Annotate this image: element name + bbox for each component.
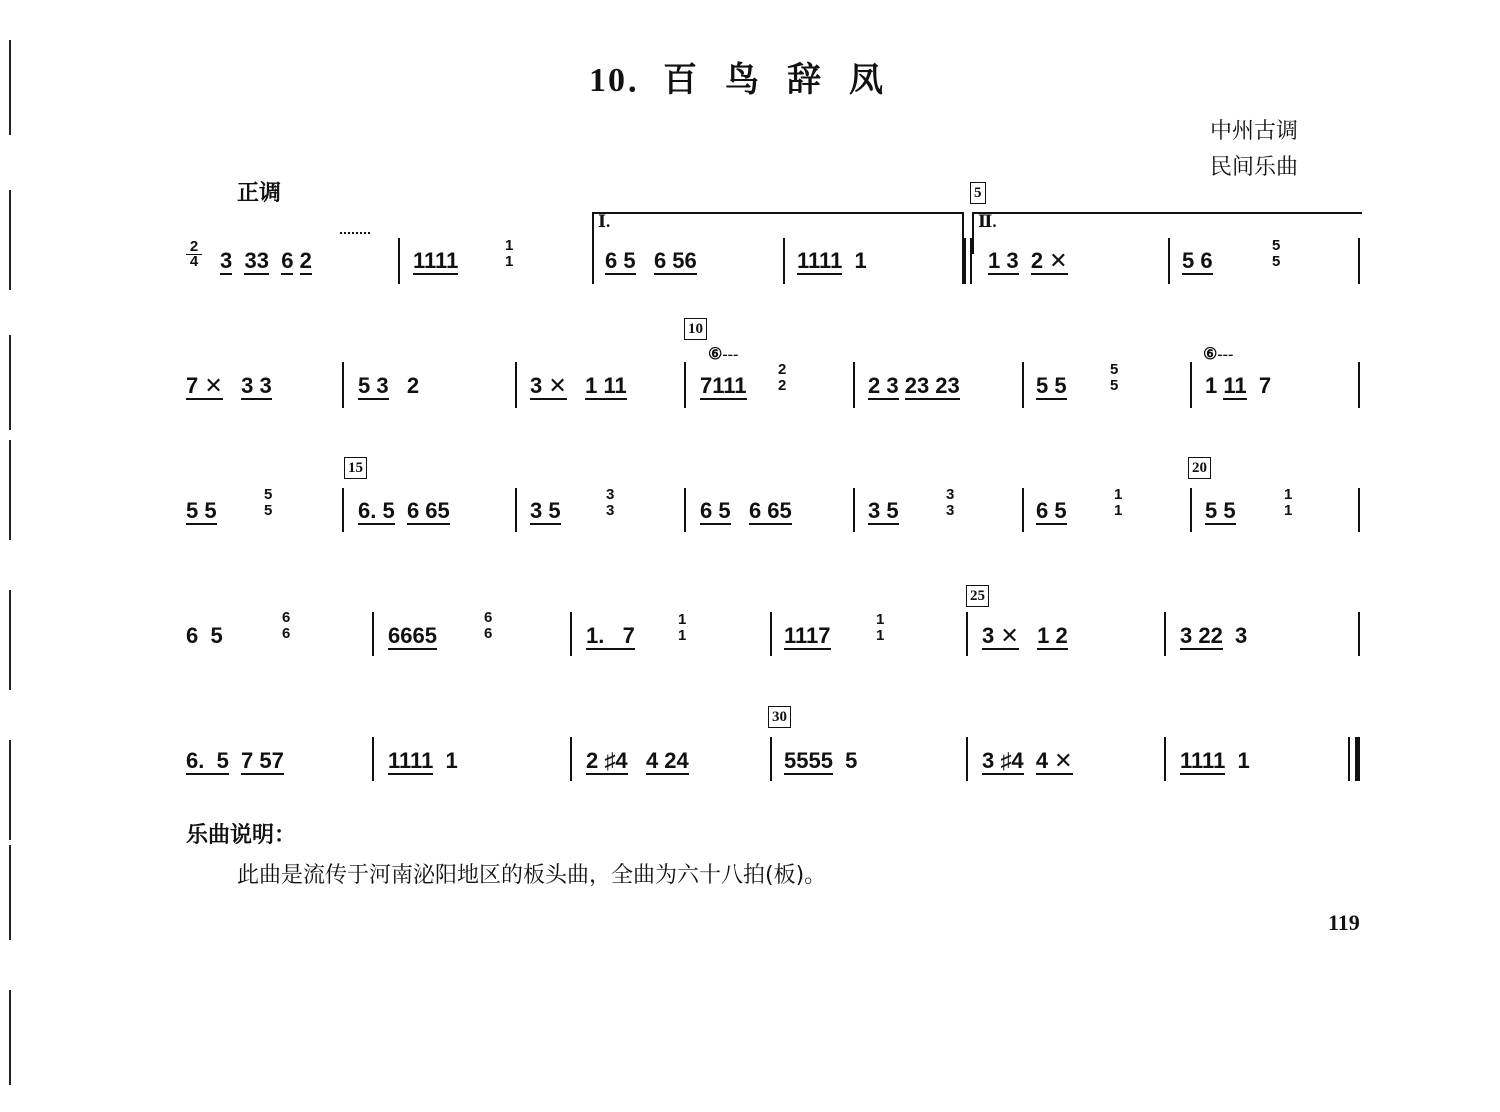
page-edge-mark (9, 335, 11, 430)
barline (342, 488, 344, 532)
stacked-note: 5 5 (264, 486, 273, 519)
barline (966, 612, 968, 656)
barline (1190, 488, 1192, 532)
mode-label: 正调 (237, 181, 282, 206)
barline (966, 737, 968, 781)
barline (1190, 362, 1192, 408)
barline (684, 488, 686, 532)
measure-number: 20 (1188, 457, 1211, 479)
barline (1358, 488, 1360, 532)
barline (592, 238, 594, 284)
stacked-note: 5 5 (1272, 237, 1281, 270)
measure: 6 5 6 65 (700, 498, 792, 523)
measure: 2 ♯4 4 24 (586, 748, 689, 773)
measure: 3 33 6 2 (220, 248, 312, 273)
stacked-note: 1 1 (1284, 486, 1293, 519)
barline (1022, 362, 1024, 408)
measure: 1111 1 (388, 748, 458, 773)
stacked-note: 2 2 (778, 361, 787, 394)
barline (1358, 612, 1360, 656)
attribution-line-2: 民间乐曲 (1210, 155, 1299, 180)
page-edge-mark (9, 590, 11, 690)
stacked-note: 1 1 (505, 237, 514, 270)
ornament-mark: ⑥--- (1203, 346, 1234, 363)
volta-label-2: Ⅱ. (978, 212, 997, 231)
measure: 1 11 7 (1205, 373, 1272, 398)
barline (1358, 362, 1360, 408)
barline (684, 362, 686, 408)
measure-number: 15 (344, 457, 367, 479)
measure: 5 5 (1205, 498, 1236, 523)
page-edge-mark (9, 190, 11, 290)
measure: 1. 7 (586, 623, 635, 648)
measure: 5 6 (1182, 248, 1213, 273)
barline (1164, 737, 1166, 781)
barline (398, 238, 400, 284)
volta-label-1: Ⅰ. (598, 212, 611, 231)
page-number: 119 (1328, 910, 1360, 935)
time-signature-top: 2 (189, 238, 199, 255)
measure: 5 3 2 (358, 373, 420, 398)
barline (515, 362, 517, 408)
time-signature (186, 240, 202, 269)
barline (853, 488, 855, 532)
description-heading: 乐曲说明： (186, 823, 297, 848)
measure: 3 5 (868, 498, 899, 523)
measure: 6. 5 6 65 (358, 498, 450, 523)
ornament-mark: ⑥--- (708, 346, 739, 363)
measure: 1111 1 (1180, 748, 1250, 773)
barline (372, 612, 374, 656)
stacked-note: 1 1 (678, 611, 687, 644)
stacked-note: 3 3 (606, 486, 615, 519)
measure: 7111 (700, 373, 747, 398)
measure: 1117 (784, 623, 831, 648)
page-edge-mark (9, 845, 11, 940)
measure: 6 5 (1036, 498, 1067, 523)
barline (1022, 488, 1024, 532)
final-barline (1355, 737, 1360, 781)
page-title: 10．百鸟辞凤 (589, 62, 911, 99)
measure: 3 22 3 (1180, 623, 1248, 648)
measure-number: 30 (768, 706, 791, 728)
barline (570, 612, 572, 656)
measure-number: 25 (966, 585, 989, 607)
measure: 3 ♯4 4 ✕ (982, 748, 1073, 773)
stacked-note: 1 1 (1114, 486, 1123, 519)
barline (770, 737, 772, 781)
barline (372, 737, 374, 781)
repeat-barline (970, 238, 972, 284)
stacked-note: 6 6 (282, 609, 291, 642)
description-text: 此曲是流传于河南泌阳地区的板头曲，全曲为六十八拍(板)。 (237, 863, 827, 888)
measure: 5555 5 (784, 748, 858, 773)
measure: 1111 (413, 248, 459, 273)
measure: 6665 (388, 623, 437, 648)
measure: 3 5 (530, 498, 561, 523)
stacked-note: 6 6 (484, 609, 493, 642)
stacked-note: 5 5 (1110, 361, 1119, 394)
measure: 6 5 (186, 623, 223, 648)
repeat-barline (962, 238, 966, 284)
measure: 3 ✕ 1 2 (982, 623, 1068, 648)
barline (783, 238, 785, 284)
tremolo-mark (340, 232, 370, 240)
measure: 1 3 2 ✕ (988, 248, 1068, 273)
barline (770, 612, 772, 656)
barline (1358, 238, 1360, 284)
final-barline (1348, 737, 1350, 781)
page-edge-mark (9, 440, 11, 540)
measure: 7 ✕ 3 3 (186, 373, 272, 398)
attribution-line-1: 中州古调 (1210, 119, 1299, 144)
barline (1168, 238, 1170, 284)
measure: 3 ✕ 1 11 (530, 373, 627, 398)
barline (342, 362, 344, 408)
measure-number: 5 (970, 182, 986, 204)
measure: 6. 5 7 57 (186, 748, 284, 773)
barline (515, 488, 517, 532)
time-signature-bottom: 4 (189, 253, 199, 270)
measure: 5 5 (186, 498, 217, 523)
barline (1164, 612, 1166, 656)
stacked-note: 3 3 (946, 486, 955, 519)
measure-number: 10 (684, 318, 707, 340)
barline (570, 737, 572, 781)
measure: 6 5 6 56 (605, 248, 697, 273)
page-edge-mark (9, 740, 11, 840)
stacked-note: 1 1 (876, 611, 885, 644)
measure: 5 5 (1036, 373, 1067, 398)
page-edge-mark (9, 990, 11, 1085)
measure: 2 3 23 23 (868, 373, 960, 398)
measure: 1111 1 (797, 248, 867, 273)
barline (853, 362, 855, 408)
